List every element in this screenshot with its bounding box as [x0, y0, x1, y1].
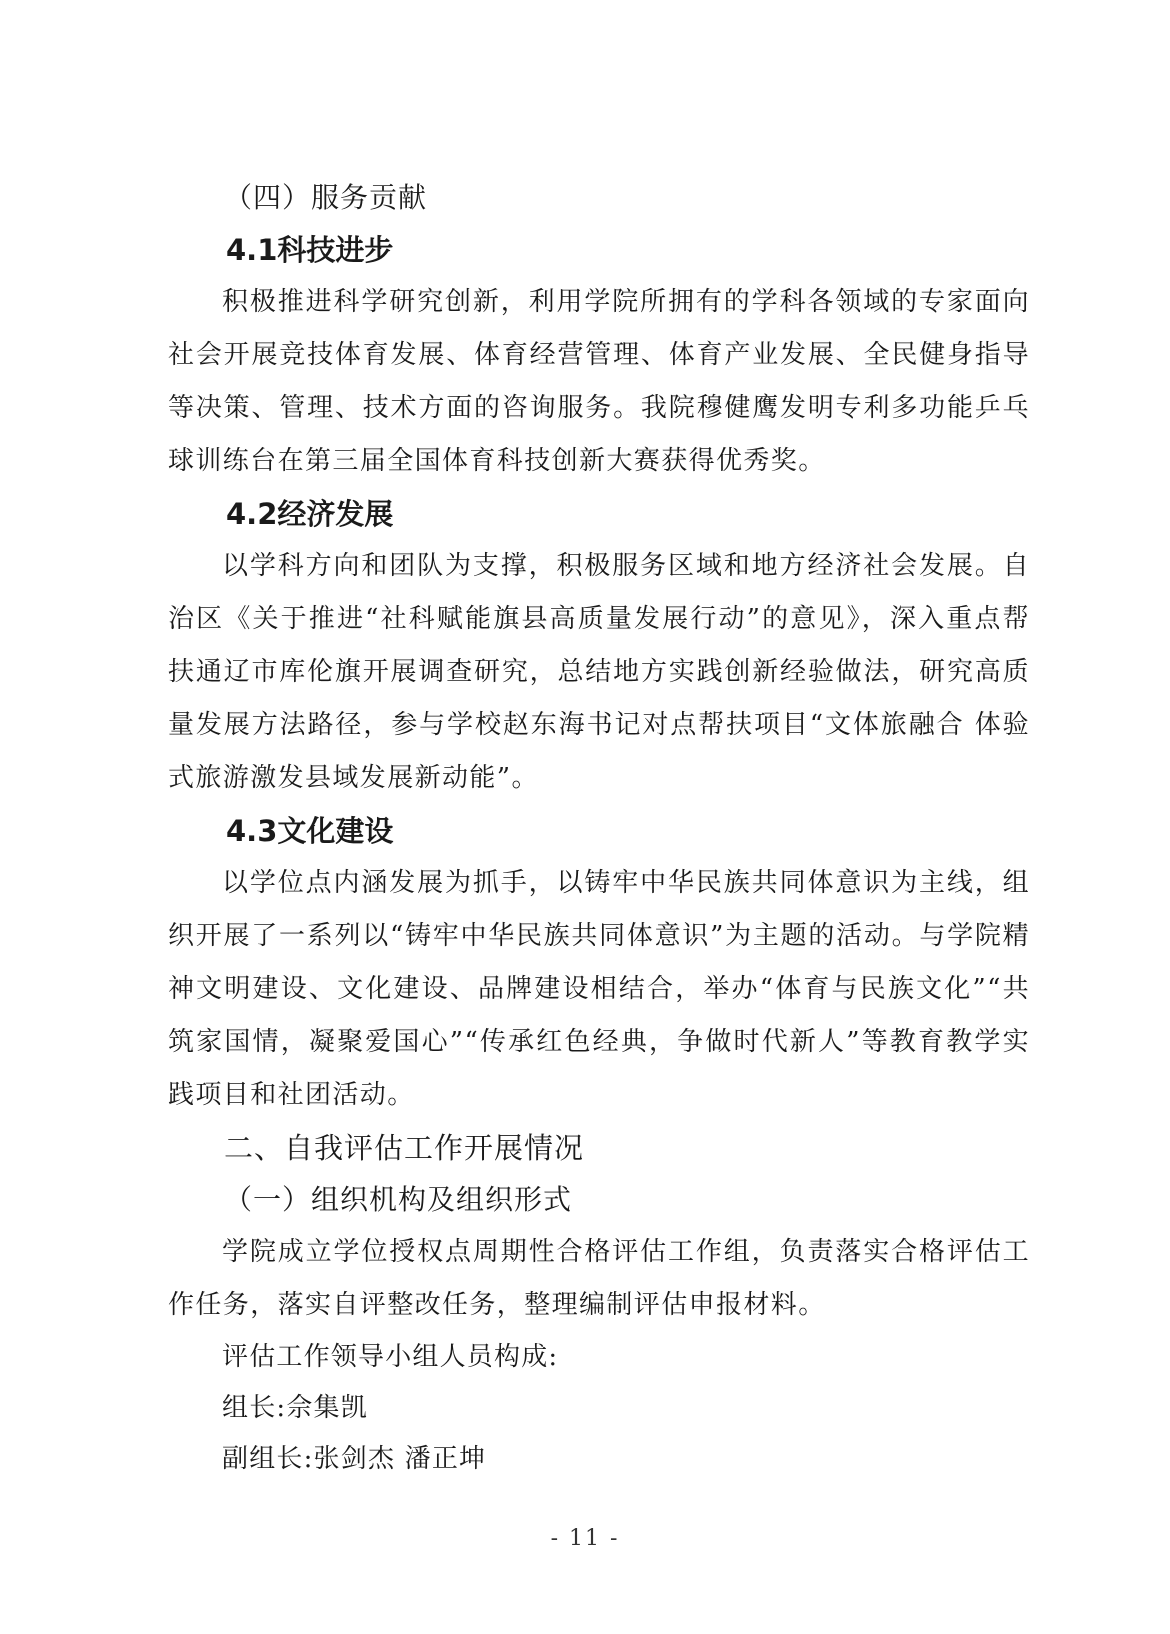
section-heading-service: （四）服务贡献	[224, 181, 428, 214]
chapter-heading-self-evaluation: 二、自我评估工作开展情况	[224, 1131, 585, 1165]
paragraph-tech: 积极推进科学研究创新，利用学院所拥有的学科各领域的专家面向社会开展竞技体育发展、体育经营管理、体育产业发展、全民健身指导等决策、管理、技术方面的咨询服务。我院穆健鹰发明专利多功能乒乓球训练台在第三届全国体育科技创新大赛获得优秀奖。	[168, 287, 1030, 476]
section-heading-organization: （一）组织机构及组织形式	[224, 1183, 573, 1216]
leader-line: 组长:佘集凯	[222, 1393, 368, 1423]
subsection-heading-tech: 4.1科技进步	[226, 233, 394, 267]
page-number: - 11 -	[550, 1526, 620, 1551]
page-content	[168, 172, 1030, 1485]
subsection-heading-economy: 4.2经济发展	[226, 497, 394, 531]
leadership-intro: 评估工作领导小组人员构成:	[222, 1342, 559, 1372]
paragraph-economy: 以学科方向和团队为支撑，积极服务区域和地方经济社会发展。自治区《关于推进“社科赋能旗县高质量发展行动”的意见》，深入重点帮扶通辽市库伦旗开展调查研究，总结地方实践创新经验做法，研究高质量发展方法路径，参与学校赵东海书记对点帮扶项目“文体旅融合 体验式旅游激发县域发展新动能”。	[168, 551, 1030, 793]
subsection-heading-culture: 4.3文化建设	[226, 814, 394, 848]
paragraph-culture: 以学位点内涵发展为抓手，以铸牢中华民族共同体意识为主线，组织开展了一系列以“铸牢中华民族共同体意识”为主题的活动。与学院精神文明建设、文化建设、品牌建设相结合，举办“体育与民族文化”“共筑家国情，凝聚爱国心”“传承红色经典，争做时代新人”等教育教学实践项目和社团活动。	[168, 868, 1030, 1110]
paragraph-organization: 学院成立学位授权点周期性合格评估工作组，负责落实合格评估工作任务，落实自评整改任务，整理编制评估申报材料。	[168, 1237, 1030, 1320]
deputy-leader-line: 副组长:张剑杰 潘正坤	[222, 1444, 487, 1474]
